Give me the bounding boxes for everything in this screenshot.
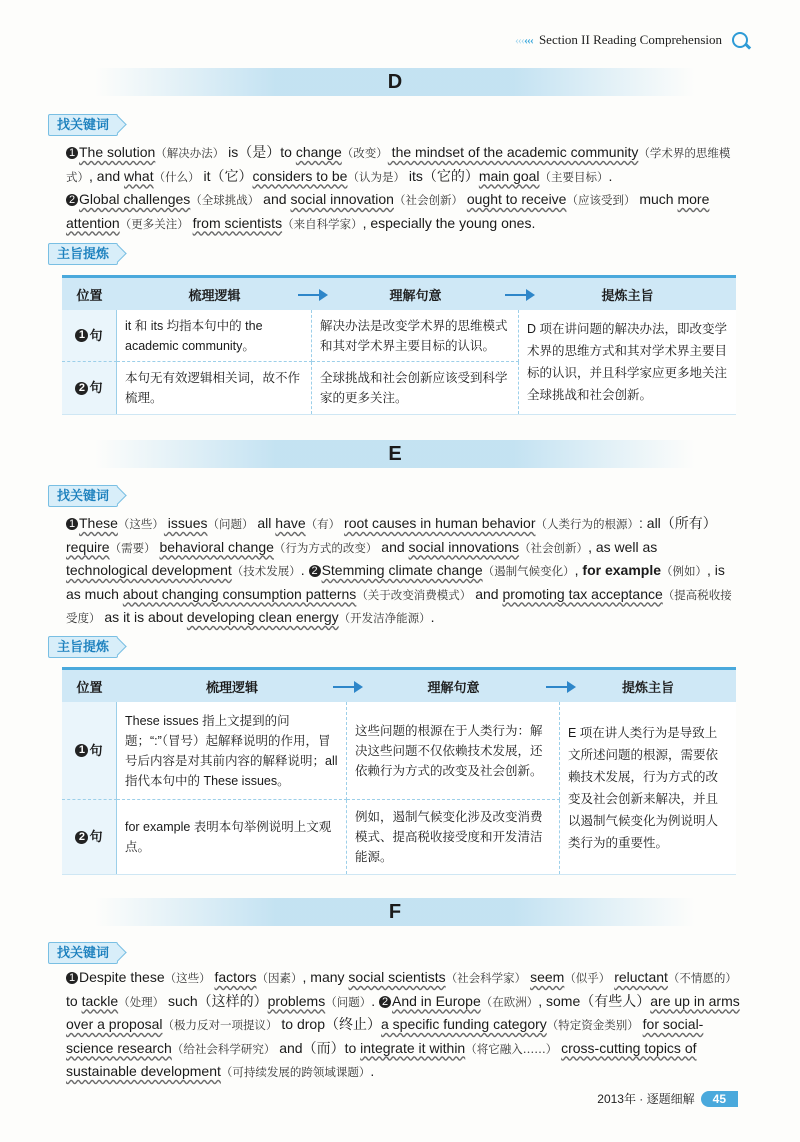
gist-cell: E 项在讲人类行为是导致上文所述问题的根源，需要依赖技术发展，行为方式的改变及社会创新来解决，并且以遏制气候变化为例说明人类行为的重要性。	[568, 726, 719, 850]
header-meaning-label: 理解句意	[427, 679, 480, 695]
sentence-number: 1	[75, 744, 88, 757]
search-icon	[732, 32, 748, 48]
keyword: Global challenges	[79, 191, 191, 207]
keyword: Stemming climate change	[321, 562, 483, 578]
text: .	[300, 562, 309, 578]
text: and	[377, 538, 409, 555]
gloss: （开发洁净能源）	[338, 611, 431, 625]
table-body	[62, 310, 736, 414]
logic-cell: for example 表明本句举例说明上文观点。	[117, 800, 347, 874]
gist-cell: D 项在讲问题的解决办法，即改变学术界的思维方式和其对学术界主要目标的认识，并且科学家应更多地关注全球挑战和社会创新。	[527, 322, 728, 402]
gloss: （改变）	[341, 146, 388, 160]
meaning-cell: 这些问题的根源在于人类行为：解决这些问题不仅依赖技术发展，还依赖行为方式的改变及社会创新。	[347, 702, 560, 800]
header-gist: 提炼主旨	[621, 679, 674, 695]
text: is（是）to	[224, 144, 296, 160]
gloss: （不情愿的）	[667, 971, 737, 985]
text: .	[608, 167, 613, 184]
keyword: seem	[530, 969, 565, 985]
keyword: tackle	[81, 992, 119, 1009]
gloss: （应该受到）	[566, 193, 636, 207]
gloss: （社会科学家）	[445, 971, 527, 985]
keyword: a specific funding category	[381, 1016, 547, 1032]
keyword: have	[275, 515, 306, 531]
text: Despite these	[79, 969, 165, 985]
text: all	[253, 515, 276, 531]
gloss: （可持续发展的跨领域课题）	[220, 1065, 371, 1079]
text: , especially the young ones.	[362, 214, 536, 231]
text: such（这样的）	[164, 992, 268, 1009]
table-header	[62, 278, 736, 310]
keyword: are up in arms over a proposal	[66, 992, 740, 1032]
text: to	[66, 992, 82, 1009]
keyword: technological development	[66, 562, 232, 578]
page-number: 45	[701, 1091, 738, 1107]
sentence-number: 1	[66, 972, 78, 984]
keyword: considers to be	[252, 167, 348, 184]
keyword: from scientists	[192, 214, 283, 231]
text: .	[430, 609, 435, 625]
tag-gist: 主旨提炼	[48, 636, 118, 658]
sentence-number: 2	[309, 565, 321, 577]
tag-gist: 主旨提炼	[48, 243, 118, 265]
tag-find-keywords: 找关键词	[48, 114, 118, 136]
meaning-cell: 全球挑战和社会创新应该受到科学家的更多关注。	[312, 362, 519, 414]
sentence-number: 2	[75, 382, 88, 395]
footer-label: 2013年 · 逐题细解	[597, 1092, 695, 1106]
text: , many	[302, 969, 349, 985]
text: and	[259, 191, 291, 207]
keyword: integrate it within	[360, 1039, 466, 1056]
gloss: （给社会科学研究）	[171, 1041, 276, 1056]
header-logic	[117, 278, 312, 310]
section-letter: D	[387, 71, 403, 93]
gloss: （极力反对一项提议）	[162, 1018, 278, 1032]
row-position	[62, 702, 117, 800]
gloss: （社会创新）	[393, 193, 463, 207]
logic-cell: These issues 指上文提到的问题；“:”（冒号）起解释说明的作用，冒号后内容是对其前内容的解释说明；all 指代本句中的 These issues。	[117, 702, 347, 800]
gloss: （这些）	[164, 971, 211, 985]
footer	[597, 1090, 738, 1107]
keyword: cross-cutting topics of sustainable development	[66, 1039, 697, 1079]
gloss: （人类行为的根源）	[535, 517, 639, 531]
meaning-cell: 解决办法是改变学术界的思维模式和其对学术界主要目标的认识。	[312, 310, 519, 362]
header-logic-label: 梳理逻辑	[188, 287, 241, 303]
position-label: 句	[89, 742, 103, 758]
text: , is as much	[66, 562, 725, 602]
keyword: more attention	[66, 191, 710, 231]
sentence-number: 1	[66, 518, 78, 530]
text: as it is about	[100, 609, 187, 625]
gloss: （遏制气候变化）	[482, 564, 575, 578]
keyword: root causes in human behavior	[344, 515, 536, 531]
keyword: social innovation	[290, 191, 394, 207]
gloss: （有）	[305, 517, 341, 531]
gloss: （将它融入……）	[465, 1041, 558, 1056]
keyword: social innovations	[408, 538, 520, 555]
keyword: for social-science research	[66, 1016, 704, 1056]
gloss: （全球挑战）	[190, 193, 260, 207]
text: ,	[574, 562, 583, 578]
section-f-banner	[95, 898, 695, 926]
keyword-paragraph-d	[66, 141, 740, 235]
gloss: （需要）	[109, 540, 156, 555]
analysis-table-d	[62, 275, 736, 414]
arrow-right-icon	[505, 294, 533, 296]
logic-cell: it 和 its 均指本句中的 the academic community。	[117, 310, 312, 362]
gloss: （认为是）	[347, 169, 405, 184]
gloss: （来自科学家）	[282, 216, 363, 231]
gloss: （技术发展）	[231, 564, 301, 578]
tag-find-keywords: 找关键词	[48, 485, 118, 507]
position-label: 句	[89, 327, 103, 343]
gloss: （例如）	[661, 564, 708, 578]
text: , and	[89, 167, 125, 184]
row-position	[62, 362, 117, 414]
keyword: behavioral change	[159, 538, 274, 555]
keyword: These	[79, 515, 118, 531]
section-e-banner	[95, 440, 695, 468]
header-meaning	[347, 670, 560, 702]
gloss: （学术界的思维模式）	[66, 146, 731, 184]
analysis-table-e	[62, 667, 736, 874]
keyword-paragraph-e	[66, 512, 740, 630]
keyword: issues	[163, 515, 208, 531]
text: , some（有些人）	[538, 992, 651, 1009]
gloss: （解决办法）	[155, 146, 225, 160]
header-meaning	[312, 278, 519, 310]
header-gist: 提炼主旨	[601, 287, 654, 303]
table-header	[62, 670, 736, 702]
section-letter: F	[388, 901, 402, 923]
gloss: （这些）	[117, 517, 164, 531]
gloss: （社会创新）	[519, 540, 589, 555]
keyword: what	[124, 167, 154, 184]
text: its（它的）	[404, 167, 479, 184]
text: and	[471, 585, 503, 602]
keyword: require	[66, 538, 110, 555]
running-head	[515, 32, 748, 48]
gloss: （什么）	[153, 169, 200, 184]
arrow-right-icon	[333, 686, 361, 688]
gloss: （问题）	[325, 994, 372, 1009]
keyword: about changing consumption patterns	[122, 585, 357, 602]
gloss: （问题）	[207, 517, 254, 531]
gloss: （关于改变消费模式）	[356, 587, 472, 602]
keyword-paragraph-f	[66, 966, 740, 1084]
arrow-right-icon	[298, 294, 326, 296]
text: : all（所有）	[639, 515, 717, 531]
keyword: ought to receive	[466, 191, 567, 207]
text: .	[370, 1063, 375, 1079]
sentence-number: 1	[75, 329, 88, 342]
keyword-bold: for example	[582, 562, 662, 578]
keyword: reluctant	[614, 969, 668, 985]
header-position: 位置	[76, 287, 103, 303]
text: , as well as	[588, 538, 658, 555]
gloss: （主要目标）	[539, 169, 609, 184]
text: .	[371, 992, 379, 1009]
sentence-number: 1	[66, 147, 78, 159]
gloss: （处理）	[118, 994, 165, 1009]
running-head-title: Section II Reading Comprehension	[538, 32, 722, 47]
section-d-banner	[95, 68, 695, 96]
text: and（而）to	[275, 1039, 361, 1056]
gloss: （特定资金类别）	[546, 1018, 639, 1032]
text: to drop（终止）	[277, 1016, 381, 1032]
logic-cell: 本句无有效逻辑相关词，故不作梳理。	[117, 362, 312, 414]
position-label: 句	[89, 829, 103, 844]
text: much	[635, 191, 678, 207]
sentence-number: 2	[75, 831, 88, 844]
keyword: the mindset of the academic community	[387, 144, 639, 160]
keyword: And in Europe	[392, 992, 481, 1009]
row-position	[62, 800, 117, 874]
row-position	[62, 310, 117, 362]
gloss: （更多关注）	[119, 216, 189, 231]
header-meaning-label: 理解句意	[389, 287, 442, 303]
meaning-cell: 例如，遏制气候变化涉及改变消费模式、提高税收接受度和开发清洁能源。	[347, 800, 560, 874]
header-position: 位置	[76, 679, 103, 695]
text: it（它）	[199, 167, 253, 184]
keyword: The solution	[79, 144, 156, 160]
header-logic-label: 梳理逻辑	[205, 679, 258, 695]
keyword: main goal	[478, 167, 540, 184]
gloss: （因素）	[256, 971, 303, 985]
gloss: （行为方式的改变）	[273, 540, 378, 555]
sentence-number: 2	[379, 996, 391, 1008]
keyword: problems	[267, 992, 326, 1009]
arrow-right-icon	[546, 686, 574, 688]
keyword: promoting tax acceptance	[502, 585, 663, 602]
header-logic	[117, 670, 347, 702]
tag-find-keywords: 找关键词	[48, 942, 118, 964]
position-label: 句	[89, 380, 103, 395]
keyword: change	[295, 144, 342, 160]
keyword: factors	[214, 969, 257, 985]
keyword: social scientists	[348, 969, 446, 985]
arrow-decoration-icon: ‹‹‹‹‹‹	[514, 32, 533, 47]
sentence-number: 2	[66, 194, 78, 206]
gloss: （似乎）	[564, 971, 611, 985]
table-body	[62, 702, 736, 874]
keyword: developing clean energy	[186, 609, 339, 625]
gloss: （提高税收接受度）	[66, 587, 732, 625]
gloss: （在欧洲）	[480, 994, 539, 1009]
section-letter: E	[388, 443, 402, 465]
